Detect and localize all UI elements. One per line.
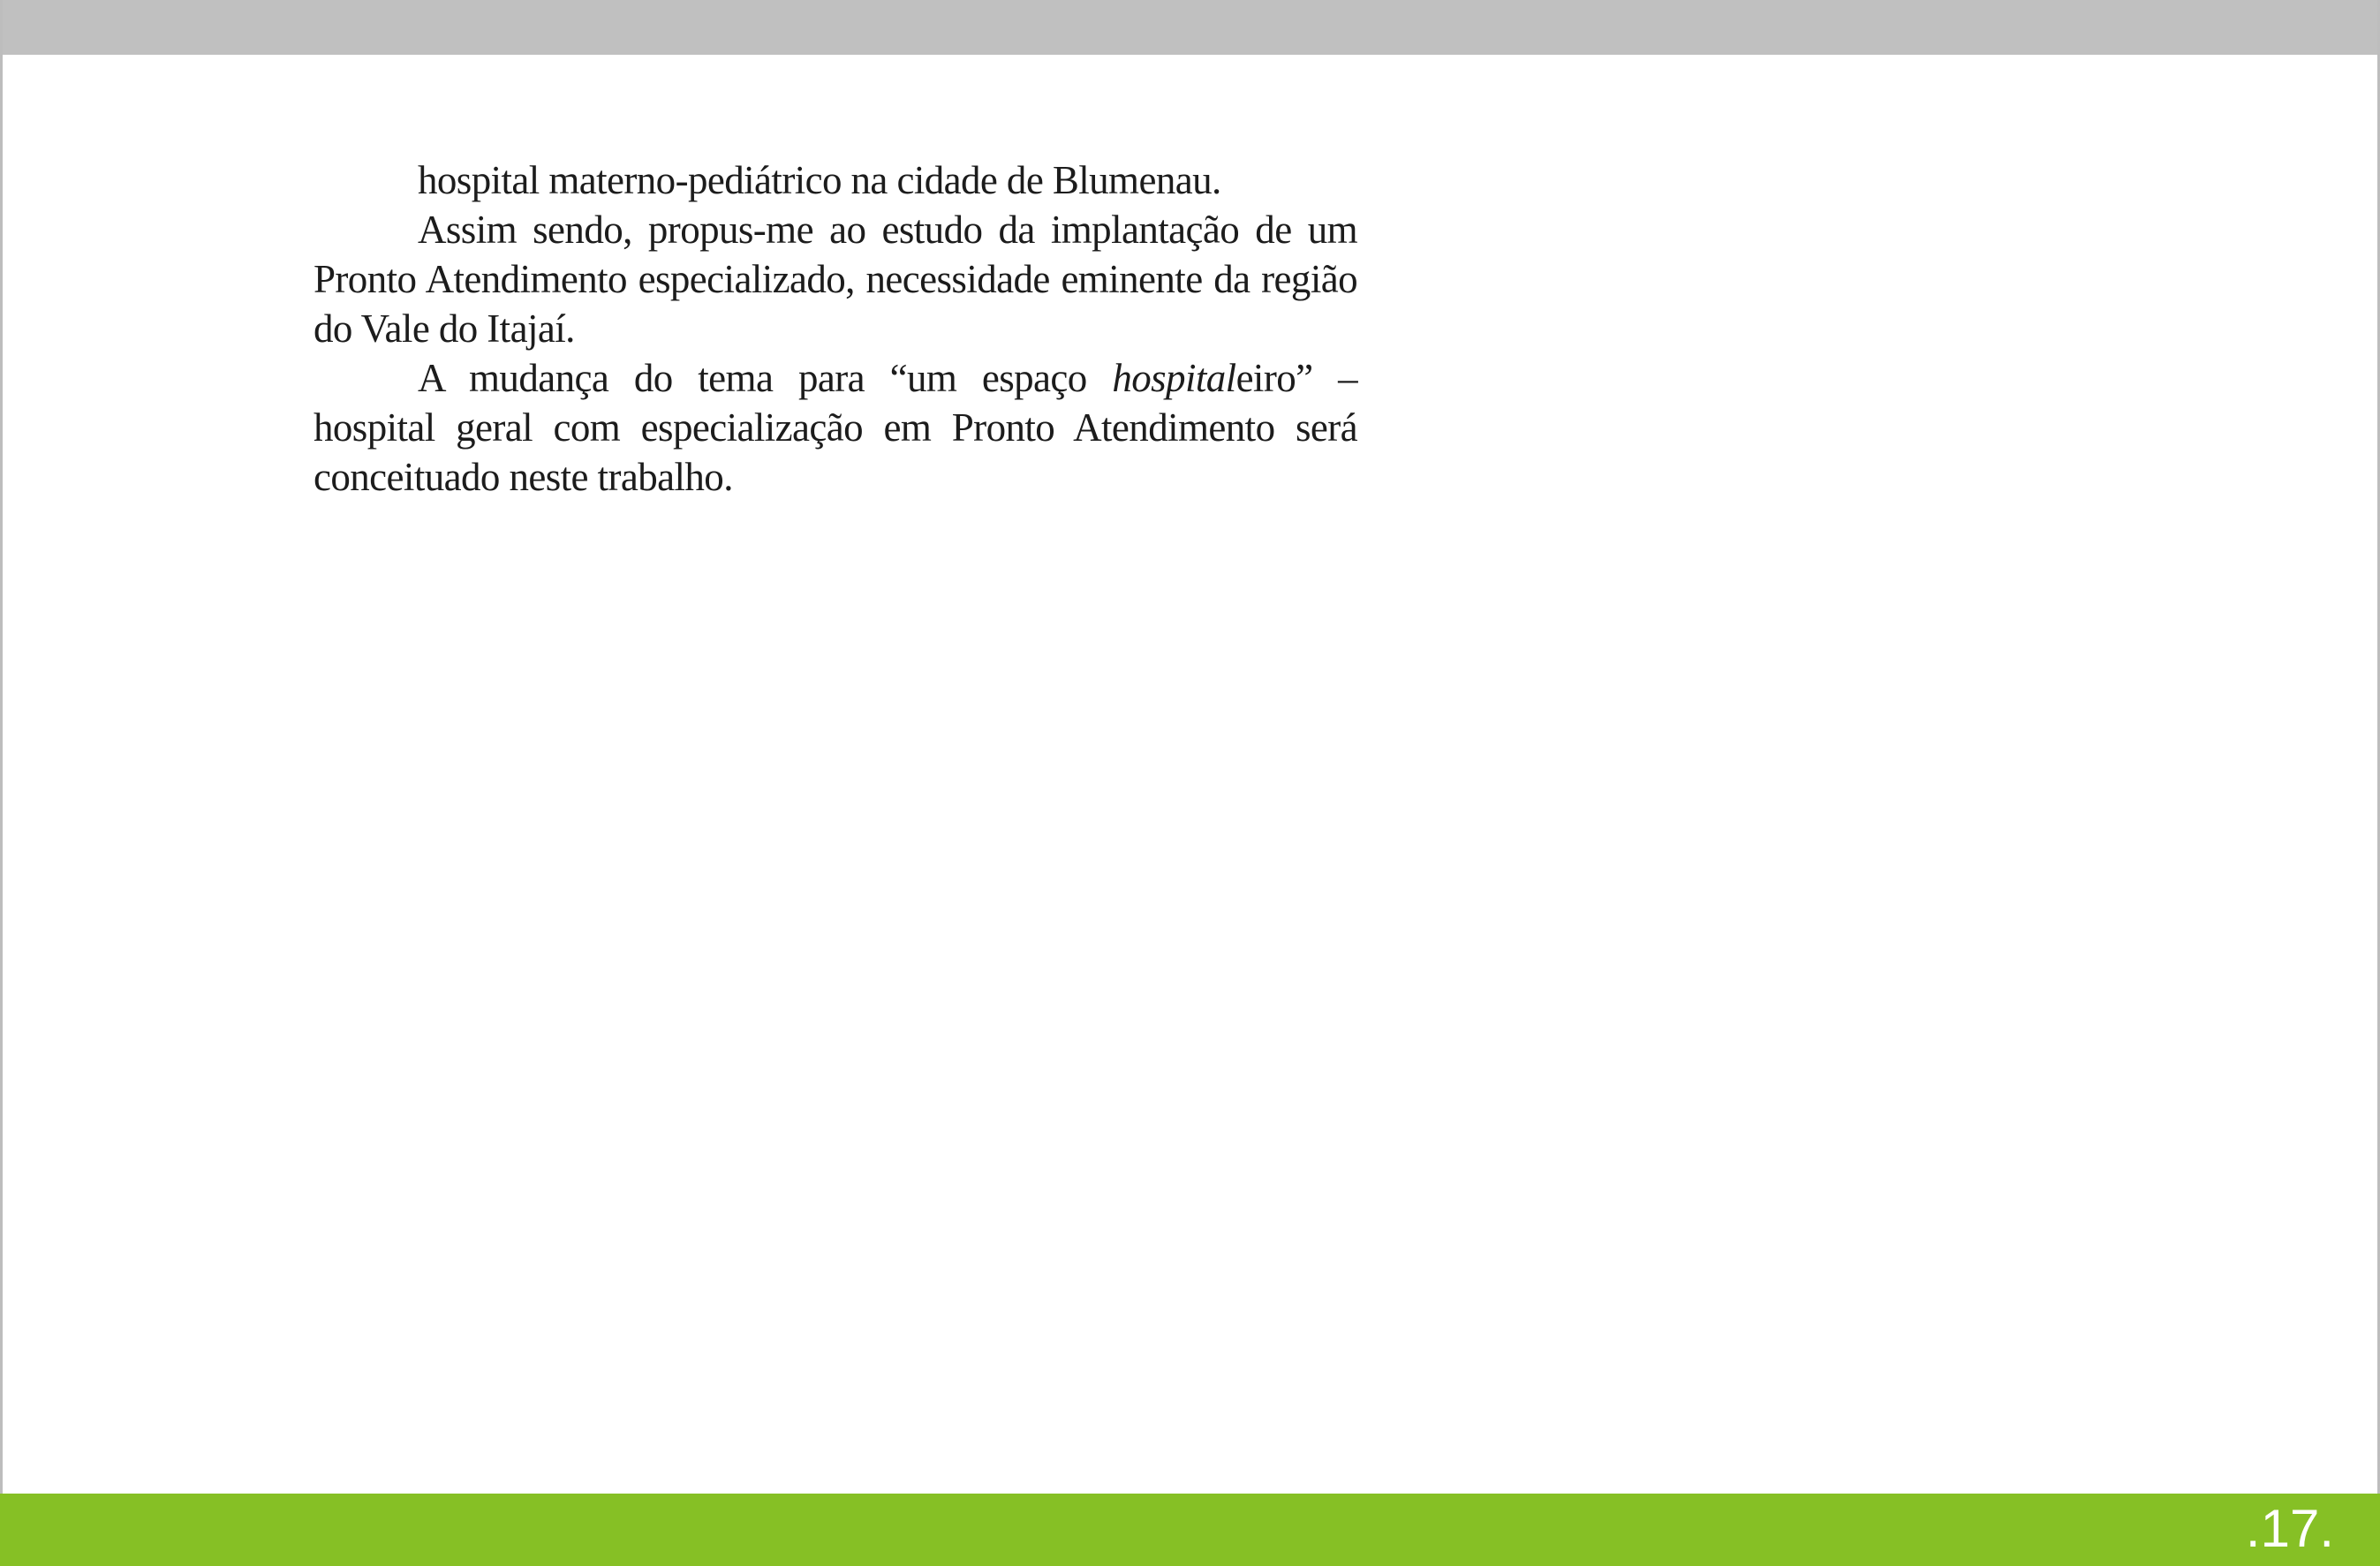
paragraph-3 [314, 353, 1357, 502]
paragraph-3-italic-word: hospital [1112, 356, 1236, 400]
page-border-left [0, 0, 3, 1566]
page-number: .17. [2245, 1499, 2334, 1558]
header-bar [0, 0, 2380, 55]
footer-bar [0, 1494, 2380, 1566]
paragraph-2: Assim sendo, propus-me ao estudo da implantação de um Pronto Atendimento especializado, necessidade eminente da região do Vale do Itajaí. [314, 208, 1357, 351]
body-text [314, 155, 1357, 502]
paragraph-1: hospital materno-pediátrico na cidade de Blumenau. [418, 158, 1221, 202]
paragraph-3-text-end: eiro” – hospital geral com especialização em Pronto Atendimento será conceituado neste trabalho. [314, 356, 1358, 499]
paragraph-3-text-start: A mudança do tema para “um espaço [418, 356, 1113, 400]
